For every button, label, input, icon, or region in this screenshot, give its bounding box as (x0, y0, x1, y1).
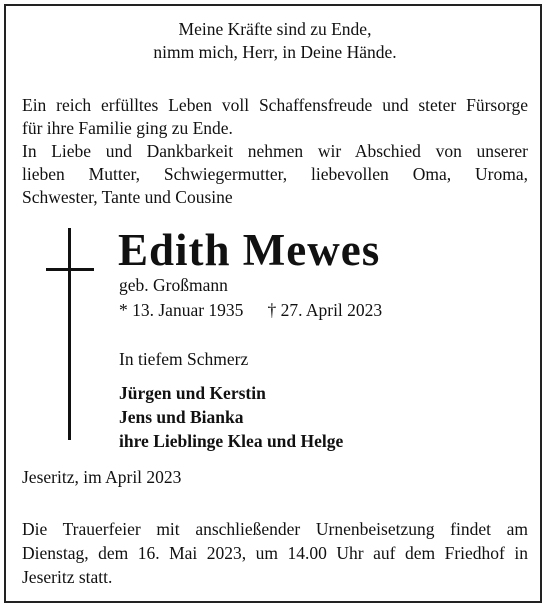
birth-date: * 13. Januar 1935 (119, 300, 244, 320)
mourner-line: Jürgen und Kerstin (119, 383, 266, 403)
cross-vertical-bar (68, 228, 71, 440)
funeral-line-1: Die Trauerfeier mit anschließender Urnenbeisetzung findet am (22, 519, 528, 539)
death-date: † 27. April 2023 (267, 300, 383, 320)
place-and-date: Jeseritz, im April 2023 (22, 467, 182, 487)
mourner-line: ihre Lieblinge Klea und Helge (119, 431, 344, 451)
life-dates (119, 299, 382, 322)
mourners-heading: In tiefem Schmerz (119, 349, 249, 369)
motto-line-2: nimm mich, Herr, in Deine Hände. (153, 42, 397, 62)
funeral-info (22, 517, 528, 589)
funeral-line-3: Jeseritz statt. (22, 567, 113, 587)
funeral-line-2: Dienstag, dem 16. Mai 2023, um 14.00 Uhr auf dem Friedhof in (22, 543, 528, 563)
maiden-name: geb. Großmann (119, 275, 228, 295)
motto-line-1: Meine Kräfte sind zu Ende, (178, 19, 372, 39)
intro-line-3: In Liebe und Dankbarkeit nehmen wir Abschied von unserer (22, 141, 528, 161)
mourner-line: Jens und Bianka (119, 407, 244, 427)
mourners-block (119, 347, 343, 453)
intro-text (22, 94, 528, 209)
cross-horizontal-bar (46, 268, 94, 271)
intro-line-2: für ihre Familie ging zu Ende. (22, 118, 233, 138)
motto-verse (0, 18, 550, 64)
intro-line-5: Schwester, Tante und Cousine (22, 187, 233, 207)
intro-line-1: Ein reich erfülltes Leben voll Schaffensfreude und steter Fürsorge (22, 95, 528, 115)
deceased-name: Edith Mewes (118, 225, 381, 275)
intro-line-4: lieben Mutter, Schwiegermutter, liebevollen Oma, Uroma, (22, 164, 528, 184)
